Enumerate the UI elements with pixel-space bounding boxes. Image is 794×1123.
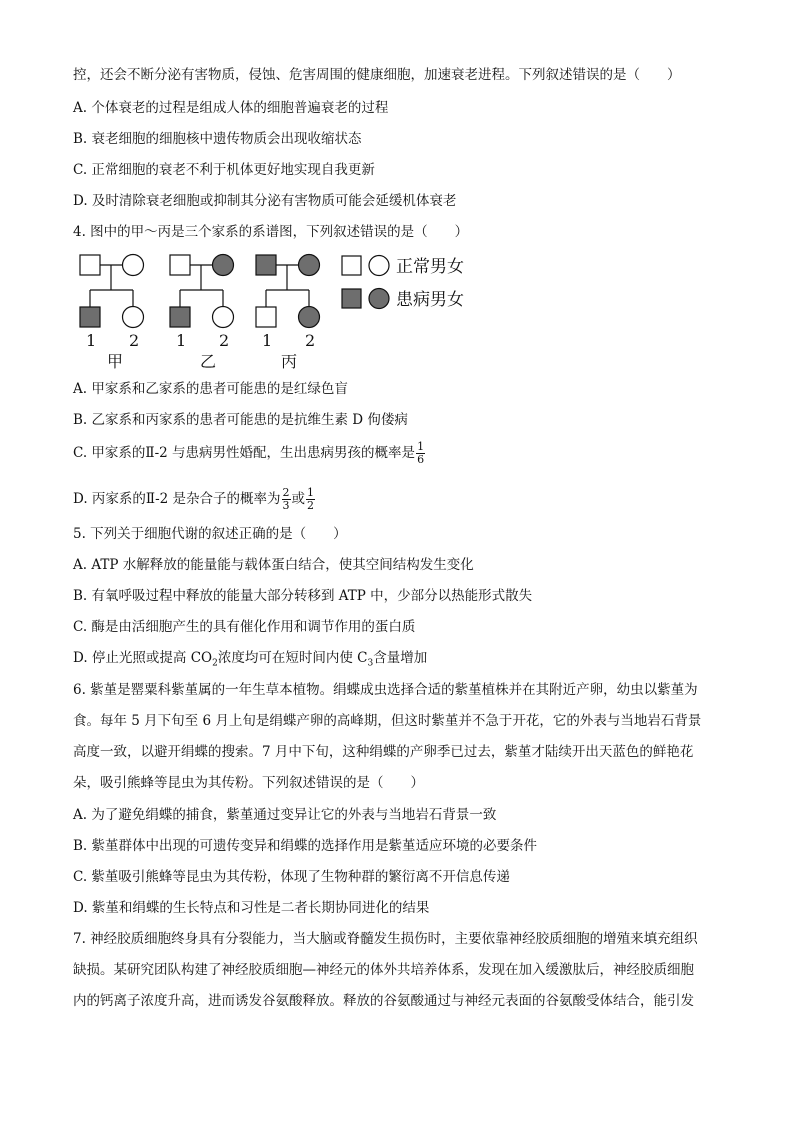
- legend-normal-female-icon: [369, 256, 389, 276]
- q5-d-part: D. 停止光照或提高 CO: [73, 650, 213, 666]
- fraction-numerator: 1: [307, 486, 315, 499]
- family-yi: [170, 255, 234, 328]
- q6-option-b: B. 紫堇群体中出现的可遗传变异和绢蝶的选择作用是紫堇适应环境的必要条件: [73, 838, 538, 854]
- bing-father-affected-male: [256, 255, 276, 275]
- yi-father-normal-male: [170, 255, 190, 275]
- q5-option-a: A. ATP 水解释放的能量能与载体蛋白结合，使其空间结构发生变化: [73, 557, 474, 573]
- jia-child1-affected-male: [80, 307, 100, 327]
- fraction-denominator: 3: [282, 499, 290, 512]
- q4-option-d-fraction-1: [282, 487, 291, 512]
- q5-d-part: 含量增加: [373, 650, 428, 666]
- fraction-numerator: 1: [417, 440, 425, 453]
- q5-option-d: [73, 649, 427, 673]
- fraction-denominator: 2: [307, 499, 315, 512]
- jia-father-normal-male: [80, 255, 100, 275]
- q4-option-d-or: 或: [291, 491, 306, 507]
- jia-child1-number: 1: [86, 331, 97, 350]
- yi-child1-affected-male: [170, 307, 190, 327]
- q5-d-subscript: 2: [212, 658, 218, 669]
- jia-child2-number: 2: [129, 331, 140, 350]
- q7-stem-2: 缺损。某研究团队构建了神经胶质细胞—神经元的体外共培养体系，发现在加入缓激肽后，神经胶质细胞: [73, 962, 694, 978]
- bing-child2-affected-female: [299, 307, 320, 328]
- bing-mother-affected-female: [299, 255, 320, 276]
- legend-normal-label: 正常男女: [396, 257, 464, 277]
- q4-stem: 4. 图中的甲～丙是三个家系的系谱图，下列叙述错误的是（ ）: [73, 224, 469, 240]
- q6-option-c: C. 紫堇吸引熊蜂等昆虫为其传粉，体现了生物种群的繁衍离不开信息传递: [73, 869, 510, 885]
- jia-child2-normal-female: [123, 307, 144, 328]
- fraction-numerator: 2: [282, 486, 290, 499]
- legend-affected-male-icon: [342, 289, 361, 308]
- legend-affected-female-icon: [369, 289, 389, 309]
- q3-option-c: C. 正常细胞的衰老不利于机体更好地实现自我更新: [73, 162, 375, 178]
- q6-option-d: D. 紫堇和绢蝶的生长特点和习性是二者长期协同进化的结果: [73, 900, 430, 916]
- q3-option-d: D. 及时清除衰老细胞或抑制其分泌有害物质可能会延缓机体衰老: [73, 193, 457, 209]
- family-jia-label: 甲: [107, 352, 124, 371]
- q5-option-c: C. 酶是由活细胞产生的具有催化作用和调节作用的蛋白质: [73, 619, 416, 635]
- family-yi-label: 乙: [200, 352, 217, 371]
- q7-stem-1: 7. 神经胶质细胞终身具有分裂能力，当大脑或脊髓发生损伤时，主要依靠神经胶质细胞的增殖来填充组织: [73, 931, 698, 947]
- q5-d-part: 浓度均可在短时间内使 C: [217, 650, 368, 666]
- q5-d-subscript: 3: [367, 658, 374, 669]
- bing-child1-normal-male: [256, 307, 276, 327]
- bing-child1-number: 1: [262, 331, 273, 350]
- q5-option-b: B. 有氧呼吸过程中释放的能量大部分转移到 ATP 中，少部分以热能形式散失: [73, 588, 533, 604]
- fraction-denominator: 6: [417, 453, 425, 466]
- q6-option-a: A. 为了避免绢蝶的捕食，紫堇通过变异让它的外表与当地岩石背景一致: [73, 807, 497, 823]
- jia-mother-normal-female: [123, 255, 144, 276]
- q6-stem-2: 食。每年 5 月下旬至 6 月上旬是绢蝶产卵的高峰期，但这时紫堇并不急于开花，它的外表与当地岩石背景: [73, 713, 702, 729]
- q3-option-b: B. 衰老细胞的细胞核中遗传物质会出现收缩状态: [73, 131, 362, 147]
- pedigree-figure: [76, 248, 496, 372]
- q4-option-c: [73, 441, 426, 466]
- q4-option-b: B. 乙家系和丙家系的患者可能患的是抗维生素 D 佝偻病: [73, 412, 408, 428]
- q4-option-c-text: C. 甲家系的Ⅱ-2 与患病男性婚配，生出患病男孩的概率是: [73, 445, 416, 461]
- q6-stem-1: 6. 紫堇是罂粟科紫堇属的一年生草本植物。绢蝶成虫选择合适的紫堇植株并在其附近产卵，幼虫以紫堇为: [73, 682, 698, 698]
- bing-child2-number: 2: [305, 331, 316, 350]
- yi-child1-number: 1: [176, 331, 187, 350]
- family-bing: [256, 255, 320, 328]
- q4-option-d-text: D. 丙家系的Ⅱ-2 是杂合子的概率为: [73, 491, 281, 507]
- yi-mother-affected-female: [213, 255, 234, 276]
- legend-affected-label: 患病男女: [396, 290, 464, 310]
- q5-stem: 5. 下列关于细胞代谢的叙述正确的是（ ）: [73, 526, 347, 542]
- q4-option-d-fraction-2: [306, 487, 315, 512]
- yi-child2-normal-female: [213, 307, 234, 328]
- q3-stem-tail: 控，还会不断分泌有害物质，侵蚀、危害周围的健康细胞，加速衰老进程。下列叙述错误的是（ ）: [73, 67, 681, 83]
- q4-option-c-fraction: [416, 441, 425, 466]
- q4-option-d: [73, 487, 316, 512]
- q7-stem-3: 内的钙离子浓度升高，进而诱发谷氨酸释放。释放的谷氨酸通过与神经元表面的谷氨酸受体结合，能引发: [73, 993, 694, 1009]
- q3-option-a: A. 个体衰老的过程是组成人体的细胞普遍衰老的过程: [73, 100, 389, 116]
- q4-option-a: A. 甲家系和乙家系的患者可能患的是红绿色盲: [73, 381, 348, 397]
- legend-normal-male-icon: [342, 256, 361, 275]
- q6-stem-3: 高度一致，以避开绢蝶的搜索。7 月中下旬，这种绢蝶的产卵季已过去，紫堇才陆续开出天蓝色的鲜艳花: [73, 744, 694, 760]
- q6-stem-4: 朵，吸引熊蜂等昆虫为其传粉。下列叙述错误的是（ ）: [73, 775, 424, 791]
- yi-child2-number: 2: [219, 331, 230, 350]
- family-bing-label: 丙: [281, 352, 298, 371]
- family-jia: [80, 255, 144, 328]
